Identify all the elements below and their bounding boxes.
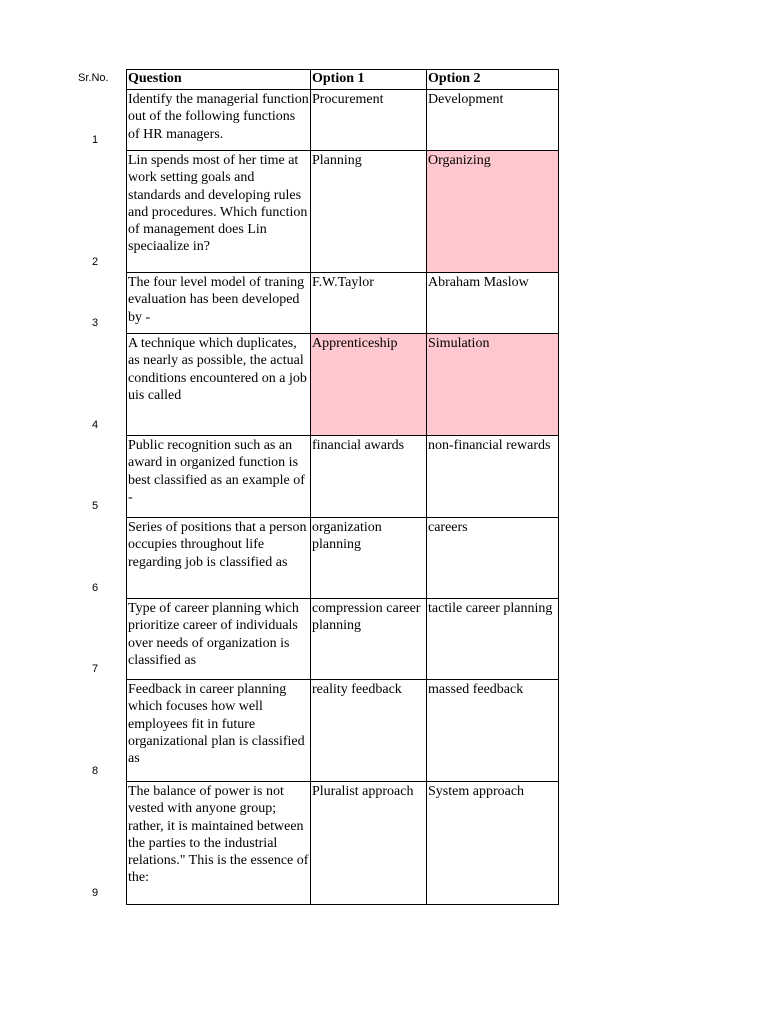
table-row xyxy=(127,782,559,905)
table-row xyxy=(127,90,559,151)
table-row xyxy=(127,436,559,518)
option-2-cell-highlighted[interactable]: Simulation xyxy=(427,334,559,436)
option-1-cell[interactable]: organization planning xyxy=(311,518,427,599)
table-row xyxy=(127,273,559,334)
option-1-cell-highlighted[interactable]: Apprenticeship xyxy=(311,334,427,436)
sr-no-2: 2 xyxy=(91,256,99,268)
option-1-cell[interactable]: Planning xyxy=(311,151,427,273)
sr-no-7: 7 xyxy=(91,663,99,675)
option-1-cell[interactable]: F.W.Taylor xyxy=(311,273,427,334)
table-row xyxy=(127,680,559,782)
sr-no-8: 8 xyxy=(91,765,99,777)
option-2-cell[interactable]: careers xyxy=(427,518,559,599)
question-cell[interactable]: Lin spends most of her time at work setting goals and standards and developing rules and procedures. Which function of management does Lin speciaalize in? xyxy=(127,151,311,273)
option-1-cell[interactable]: Procurement xyxy=(311,90,427,151)
sr-no-9: 9 xyxy=(91,887,99,899)
table-row xyxy=(127,151,559,273)
sr-no-3: 3 xyxy=(91,317,99,329)
sr-no-1: 1 xyxy=(91,134,99,146)
table-row xyxy=(127,518,559,599)
option-2-cell[interactable]: tactile career planning xyxy=(427,599,559,680)
sr-no-4: 4 xyxy=(91,419,99,431)
question-cell[interactable]: Feedback in career planning which focuses how well employees fit in future organizational plan is classified as xyxy=(127,680,311,782)
option-2-cell[interactable]: Development xyxy=(427,90,559,151)
question-cell[interactable]: The four level model of traning evaluation has been developed by - xyxy=(127,273,311,334)
question-cell[interactable]: Public recognition such as an award in organized function is best classified as an example of - xyxy=(127,436,311,518)
option-1-cell[interactable]: Pluralist approach xyxy=(311,782,427,905)
option-2-cell[interactable]: massed feedback xyxy=(427,680,559,782)
header-question[interactable]: Question xyxy=(127,70,311,90)
questions-table xyxy=(126,69,559,905)
option-2-cell[interactable]: non-financial rewards xyxy=(427,436,559,518)
table-row xyxy=(127,599,559,680)
option-2-cell[interactable]: Abraham Maslow xyxy=(427,273,559,334)
option-1-cell[interactable]: reality feedback xyxy=(311,680,427,782)
header-option-1[interactable]: Option 1 xyxy=(311,70,427,90)
option-1-cell[interactable]: compression career planning xyxy=(311,599,427,680)
question-cell[interactable]: Series of positions that a person occupies throughout life regarding job is classified as xyxy=(127,518,311,599)
sr-no-5: 5 xyxy=(91,500,99,512)
sr-no-header: Sr.No. xyxy=(78,72,109,84)
table-row xyxy=(127,334,559,436)
header-option-2[interactable]: Option 2 xyxy=(427,70,559,90)
option-2-cell[interactable]: System approach xyxy=(427,782,559,905)
header-row xyxy=(127,70,559,90)
option-2-cell-highlighted[interactable]: Organizing xyxy=(427,151,559,273)
question-cell[interactable]: The balance of power is not vested with anyone group; rather, it is maintained between the parties to the industrial relations." This is the essence of the: xyxy=(127,782,311,905)
question-cell[interactable]: Identify the managerial function out of the following functions of HR managers. xyxy=(127,90,311,151)
sr-no-6: 6 xyxy=(91,582,99,594)
question-cell[interactable]: Type of career planning which prioritize career of individuals over needs of organization is classified as xyxy=(127,599,311,680)
question-cell[interactable]: A technique which duplicates, as nearly as possible, the actual conditions encountered on a job uis called xyxy=(127,334,311,436)
option-1-cell[interactable]: financial awards xyxy=(311,436,427,518)
